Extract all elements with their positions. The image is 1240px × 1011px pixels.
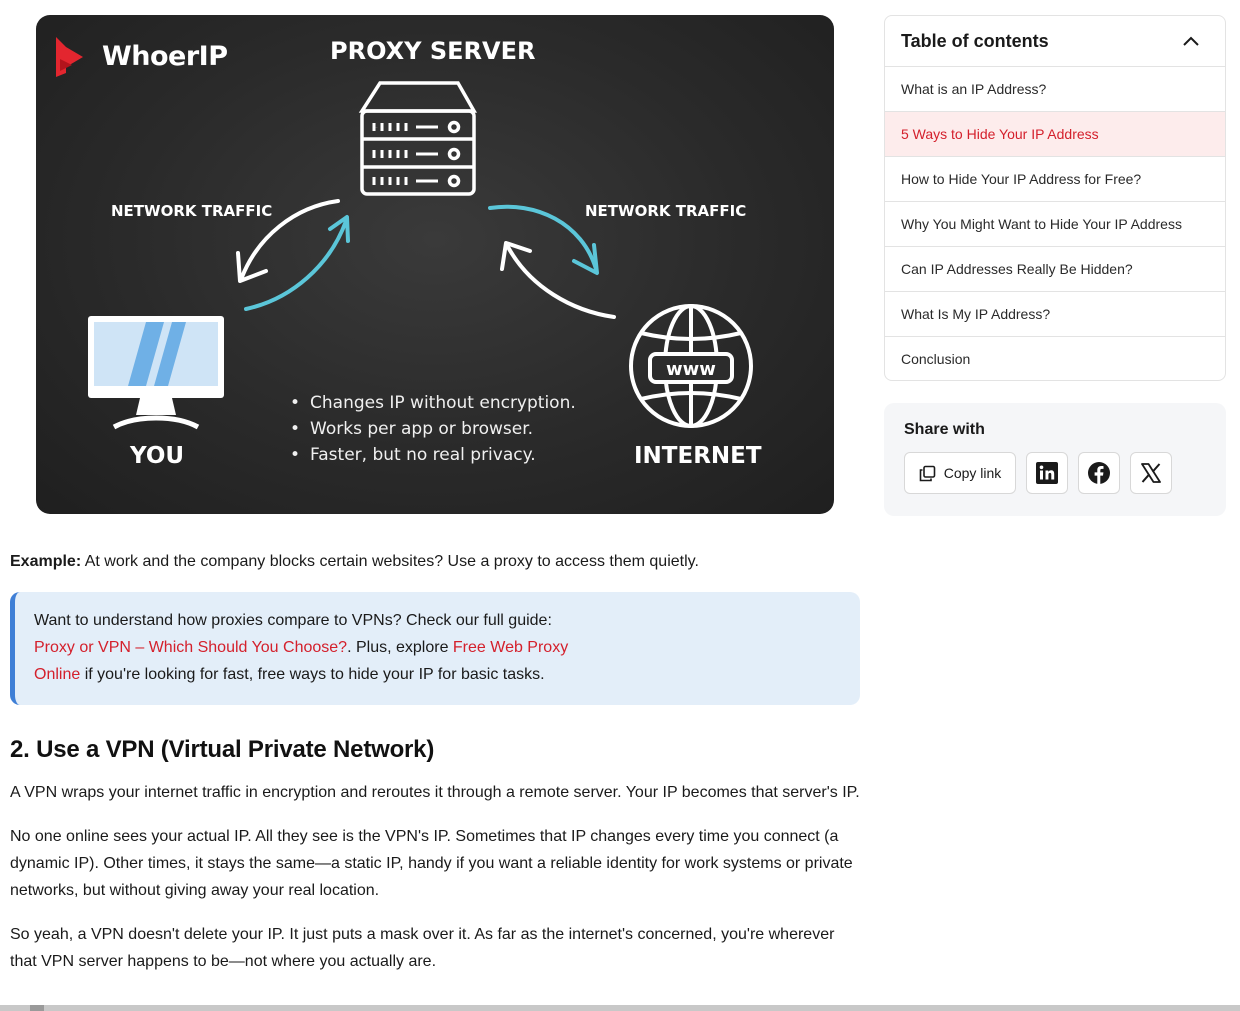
toc-item[interactable]: How to Hide Your IP Address for Free? xyxy=(885,157,1225,202)
toc-item-active[interactable]: 5 Ways to Hide Your IP Address xyxy=(885,112,1225,157)
proxy-server-label: PROXY SERVER xyxy=(330,37,536,65)
share-buttons xyxy=(904,452,1206,494)
right-traffic-arrows-icon xyxy=(490,207,614,317)
x-twitter-icon xyxy=(1140,462,1162,484)
facebook-icon xyxy=(1087,461,1111,485)
free-web-proxy-link[interactable]: Free Web Proxy Online xyxy=(34,639,569,683)
toc-item[interactable]: Can IP Addresses Really Be Hidden? xyxy=(885,247,1225,292)
server-icon xyxy=(362,83,474,194)
copy-link-label: Copy link xyxy=(943,465,1002,481)
share-facebook-button[interactable] xyxy=(1078,452,1120,494)
callout-text-1: Want to understand how proxies compare to VPNs? Check our full guide: xyxy=(34,612,552,629)
proxy-or-vpn-link[interactable]: Proxy or VPN – Which Should You Choose? xyxy=(34,639,348,656)
brand-name: WhoerIP xyxy=(102,40,228,72)
table-of-contents xyxy=(884,15,1226,381)
paragraph: A VPN wraps your internet traffic in encryption and reroutes it through a remote server. Your IP becomes that server's IP. xyxy=(10,784,860,801)
section-heading: 2. Use a VPN (Virtual Private Network) xyxy=(10,736,435,763)
computer-monitor-icon xyxy=(88,316,224,427)
article-body xyxy=(10,548,860,992)
paragraph: No one online sees your actual IP. All they see is the VPN's IP. Sometimes that IP changes every time you connect (a dynamic IP). Other times, it stays the same—a static IP, handy if you want a reliable identity for work systems or private networks, but without giving away your real location. xyxy=(10,828,853,899)
share-panel xyxy=(884,403,1226,516)
linkedin-icon xyxy=(1035,461,1059,485)
example-label: Example: xyxy=(10,553,82,570)
callout-text xyxy=(34,607,574,688)
internet-label: INTERNET xyxy=(634,443,762,469)
www-text: www xyxy=(666,359,716,380)
paragraph: So yeah, a VPN doesn't delete your IP. It just puts a mask over it. As far as the internet's concerned, you're wherever that VPN server happens to be—not where you actually are. xyxy=(10,926,835,970)
vpn-comparison-callout xyxy=(10,592,860,705)
horizontal-scrollbar[interactable] xyxy=(0,1005,1240,1011)
you-label: YOU xyxy=(130,443,185,469)
copy-icon xyxy=(919,465,936,482)
callout-text-3: if you're looking for fast, free ways to hide your IP for basic tasks. xyxy=(80,666,545,683)
share-title: Share with xyxy=(904,421,985,438)
proxy-bullet-list xyxy=(290,390,576,468)
brand-logo xyxy=(54,33,228,79)
share-x-button[interactable] xyxy=(1130,452,1172,494)
logo-mark-spacer xyxy=(54,33,94,79)
toc-item[interactable]: Conclusion xyxy=(901,351,971,367)
example-paragraph xyxy=(10,548,860,575)
callout-text-2: . Plus, explore xyxy=(347,639,453,656)
example-text: At work and the company blocks certain websites? Use a proxy to access them quietly. xyxy=(81,553,699,570)
chevron-up-icon[interactable] xyxy=(1183,36,1199,46)
toc-header[interactable] xyxy=(885,16,1225,67)
bullet-item: • Changes IP without encryption. xyxy=(290,390,576,416)
toc-item[interactable]: What Is My IP Address? xyxy=(885,292,1225,337)
toc-title: Table of contents xyxy=(901,30,1049,51)
network-traffic-right-label: NETWORK TRAFFIC xyxy=(585,202,747,220)
proxy-diagram-image xyxy=(36,15,834,514)
share-linkedin-button[interactable] xyxy=(1026,452,1068,494)
toc-item[interactable]: Why You Might Want to Hide Your IP Address xyxy=(885,202,1225,247)
toc-item[interactable]: What is an IP Address? xyxy=(885,67,1225,112)
copy-link-button[interactable] xyxy=(904,452,1016,494)
bullet-item: • Works per app or browser. xyxy=(290,416,576,442)
scrollbar-thumb[interactable] xyxy=(30,1005,44,1011)
network-traffic-left-label: NETWORK TRAFFIC xyxy=(111,202,273,220)
bullet-item: • Faster, but no real privacy. xyxy=(290,442,576,468)
